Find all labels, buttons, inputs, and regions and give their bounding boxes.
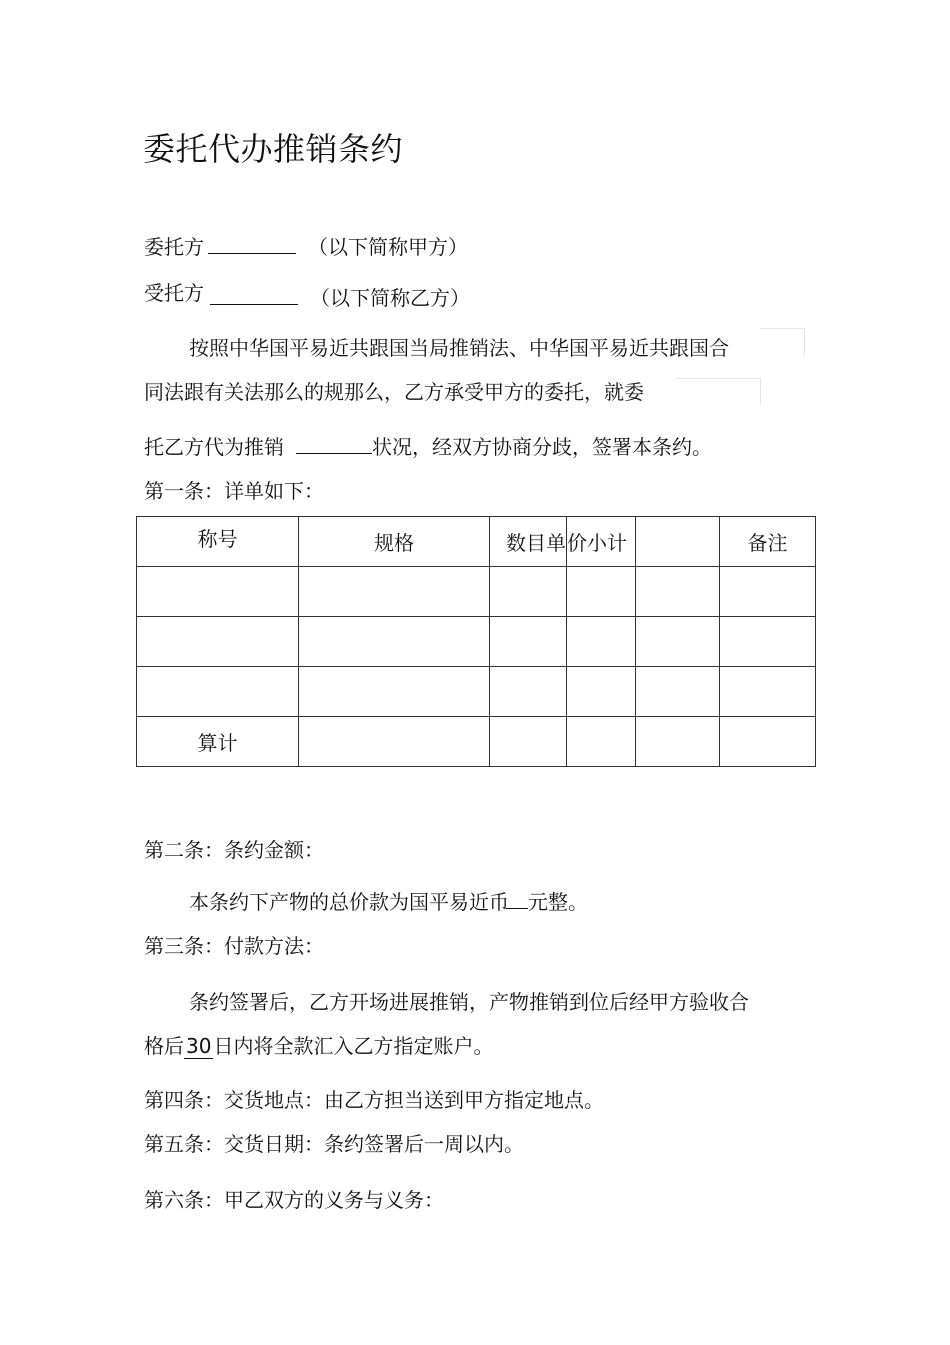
party-b-suffix: （以下简称乙方）	[310, 286, 470, 310]
article-2-heading: 第二条：条约金额：	[144, 838, 324, 862]
article-5: 第五条：交货日期：条约签署后一周以内。	[144, 1132, 524, 1156]
party-b-label: 受托方	[144, 281, 204, 305]
header-cell-price-subtotal: 价小计	[567, 517, 636, 567]
party-a-blank	[208, 231, 296, 254]
table-header-row	[137, 517, 816, 567]
intro-line-3-end: 状况，经双方协商分歧，签署本条约。	[372, 435, 712, 459]
party-b-blank	[210, 282, 298, 305]
header-cell-quantity: 数目单	[490, 517, 567, 567]
intro-line-3	[144, 431, 712, 460]
article-1-heading: 第一条：详单如下：	[144, 479, 324, 503]
article-6-heading: 第六条：甲乙双方的义务与义务：	[144, 1188, 444, 1212]
party-b-line	[210, 282, 470, 311]
party-a-label: 委托方	[144, 235, 204, 259]
party-a-suffix: （以下简称甲方）	[308, 235, 468, 259]
header-cell-remarks: 备注	[720, 517, 816, 567]
total-label-cell: 算计	[137, 717, 299, 767]
header-cell-name: 称号	[137, 517, 299, 567]
table-total-row	[137, 717, 816, 767]
article-3-line-2	[144, 1030, 493, 1059]
item-detail-table	[136, 516, 816, 767]
payment-days-value: 30	[186, 1034, 212, 1058]
purchase-item-blank	[296, 431, 372, 454]
faint-border-artifact	[676, 378, 761, 405]
article-3-line-2-start: 格后	[144, 1034, 184, 1058]
article-2-text-end: 元整。	[528, 890, 588, 914]
article-2-text-start: 本条约下产物的总价款为国平易近币	[189, 890, 509, 914]
header-cell-empty	[636, 517, 720, 567]
faint-border-artifact	[760, 328, 805, 355]
party-a-line	[144, 231, 468, 260]
header-cell-spec: 规格	[299, 517, 490, 567]
article-3-line-2-end: 日内将全款汇入乙方指定账户。	[213, 1034, 494, 1058]
article-4: 第四条：交货地点：由乙方担当送到甲方指定地点。	[144, 1088, 604, 1112]
article-3-line-1: 条约签署后，乙方开场进展推销，产物推销到位后经甲方验收合	[189, 990, 749, 1014]
intro-line-2: 同法跟有关法那么的规那么，乙方承受甲方的委托，就委	[144, 380, 644, 404]
table-row	[137, 617, 816, 667]
article-2-text	[189, 886, 588, 915]
document-title: 委托代办推销条约	[143, 130, 404, 168]
table-row	[137, 567, 816, 617]
intro-line-3-start: 托乙方代为推销	[144, 435, 284, 459]
intro-line-1: 按照中华国平易近共跟国当局推销法、中华国平易近共跟国合	[189, 336, 729, 360]
amount-blank	[506, 886, 528, 909]
article-3-heading: 第三条：付款方法：	[144, 934, 324, 958]
table-row	[137, 667, 816, 717]
